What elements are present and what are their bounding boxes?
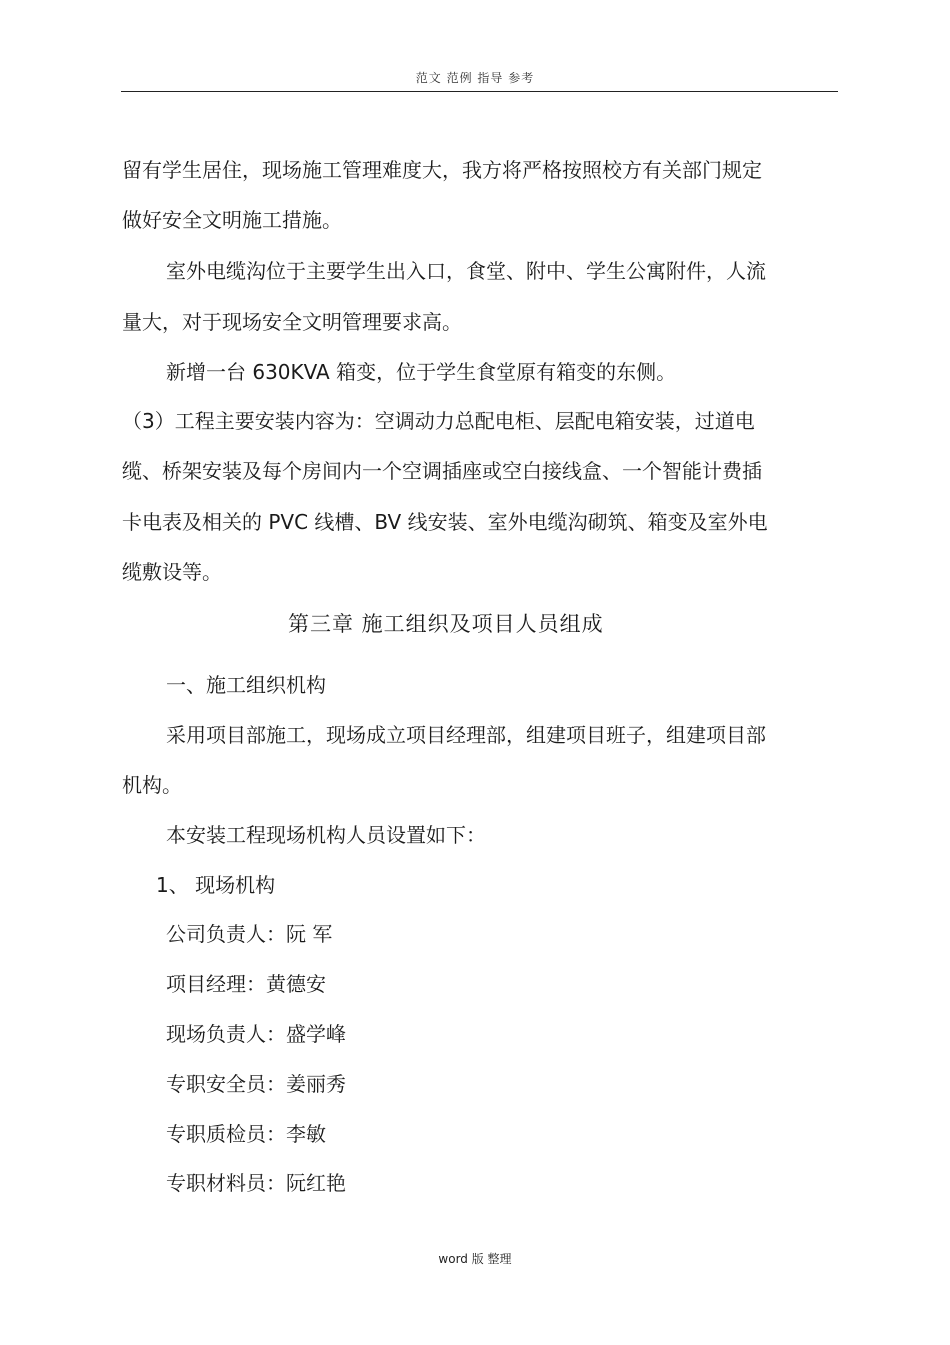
paragraph-line: 机构。: [122, 773, 182, 797]
section-title: 一、施工组织机构: [166, 673, 326, 697]
staff-item: 专职安全员：姜丽秀: [166, 1072, 346, 1096]
paragraph-line: 做好安全文明施工措施。: [122, 208, 342, 232]
paragraph-line: 留有学生居住，现场施工管理难度大，我方将严格按照校方有关部门规定: [122, 158, 762, 182]
paragraph-line: 本安装工程现场机构人员设置如下：: [166, 823, 486, 847]
staff-item: 专职材料员：阮红艳: [166, 1171, 346, 1195]
paragraph-line: 缆敷设等。: [122, 560, 222, 584]
chapter-title: 第三章 施工组织及项目人员组成: [288, 612, 604, 636]
subsection-title: 1、 现场机构: [156, 873, 276, 897]
page-footer: word 版 整理: [438, 1252, 512, 1266]
staff-item: 专职质检员：李敏: [166, 1122, 326, 1146]
staff-item: 项目经理：黄德安: [166, 972, 326, 996]
paragraph-line: 室外电缆沟位于主要学生出入口，食堂、附中、学生公寓附件，人流: [166, 259, 766, 283]
paragraph-line: 缆、桥架安装及每个房间内一个空调插座或空白接线盒、一个智能计费插: [122, 459, 762, 483]
header-text: 范文 范例 指导 参考: [415, 71, 535, 85]
staff-item: 现场负责人：盛学峰: [166, 1022, 346, 1046]
paragraph-line: 新增一台 630KVA 箱变，位于学生食堂原有箱变的东侧。: [166, 360, 677, 384]
header-divider: [121, 91, 838, 92]
paragraph-line: 量大，对于现场安全文明管理要求高。: [122, 310, 462, 334]
paragraph-line: （3）工程主要安装内容为：空调动力总配电柜、层配电箱安装，过道电: [122, 409, 755, 433]
staff-item: 公司负责人：阮 军: [166, 922, 333, 946]
paragraph-line: 卡电表及相关的 PVC 线槽、BV 线安装、室外电缆沟砌筑、箱变及室外电: [122, 510, 768, 534]
paragraph-line: 采用项目部施工，现场成立项目经理部，组建项目班子，组建项目部: [166, 723, 766, 747]
